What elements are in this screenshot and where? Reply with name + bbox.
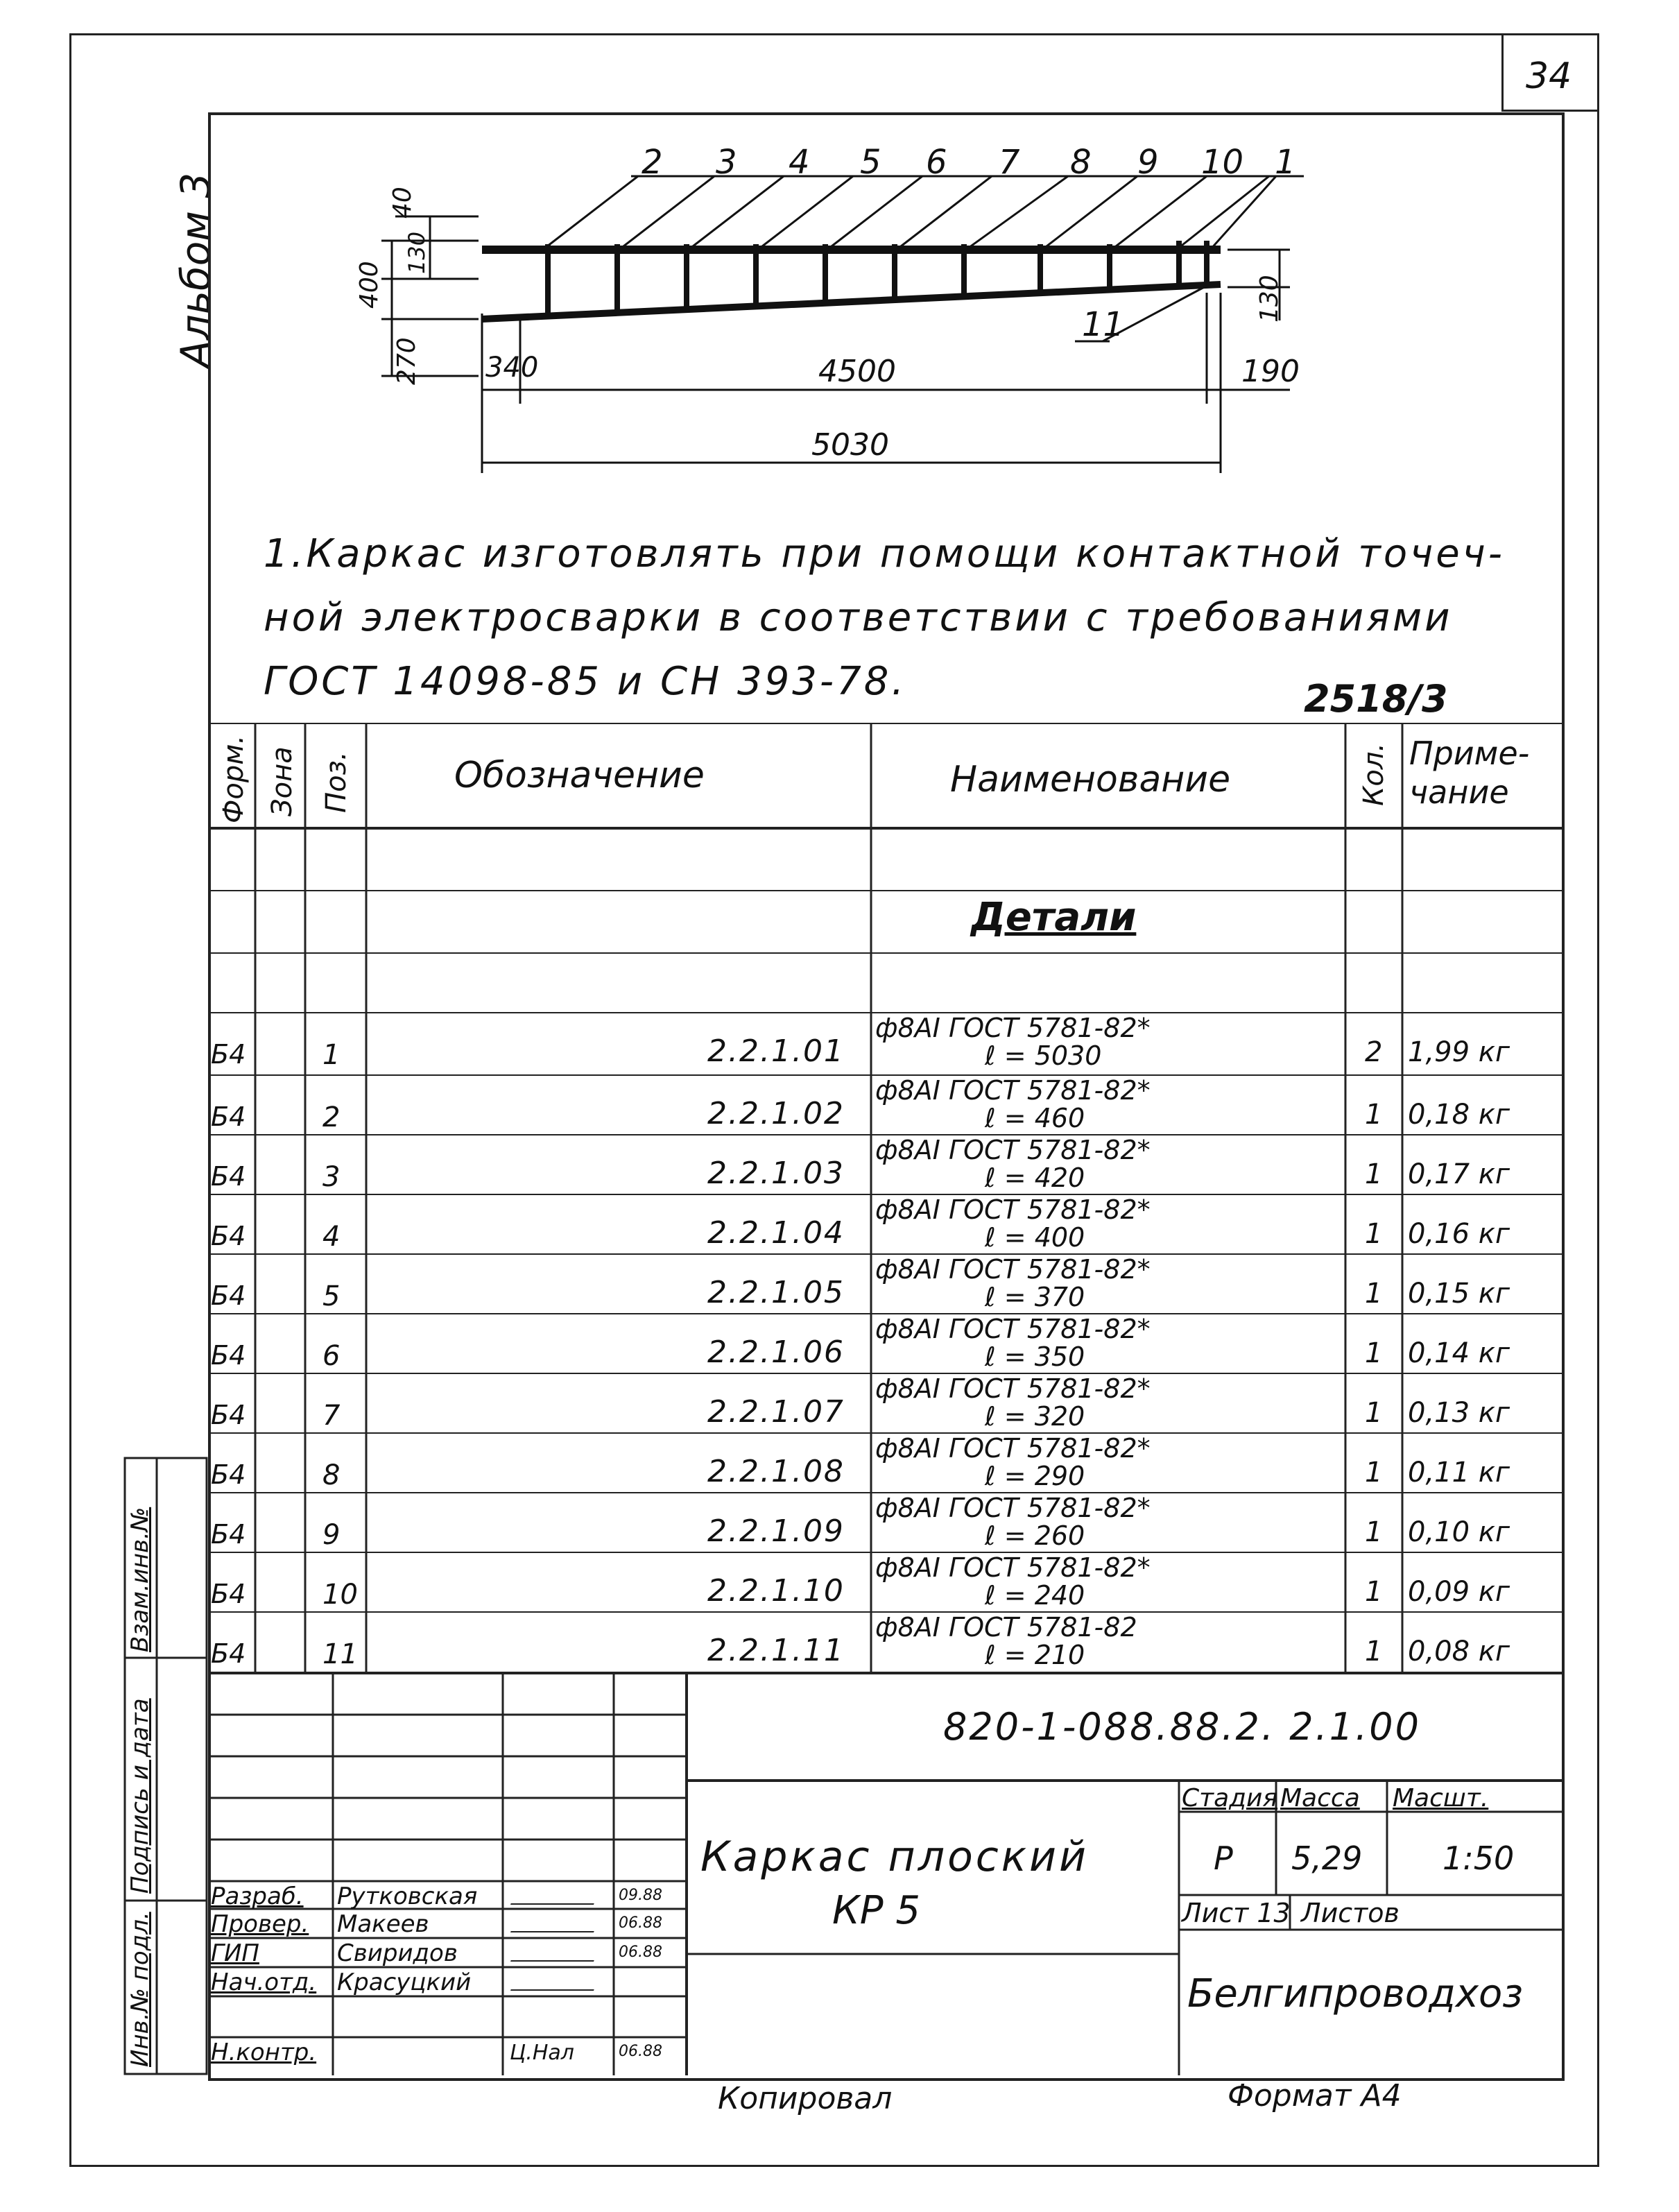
row-note: 0,14 кг (1408, 1337, 1510, 1369)
callout-3: 3 (716, 143, 737, 182)
frame-drawing (208, 112, 1560, 529)
row-note: 0,17 кг (1408, 1158, 1510, 1190)
footer-copied: Копировал (718, 2081, 893, 2116)
row-note: 0,09 кг (1408, 1576, 1510, 1608)
row-pos: 4 (322, 1221, 341, 1253)
row-format: Б4 (211, 1221, 246, 1251)
row-designation: 2.2.1.01 (707, 1034, 845, 1069)
organization: Белгипроводхоз (1187, 1971, 1524, 2016)
row-format: Б4 (211, 1638, 246, 1669)
stage-label: Стадия (1182, 1784, 1278, 1812)
row-format: Б4 (211, 1340, 246, 1371)
callout-7: 7 (999, 143, 1020, 182)
role-date: 09.88 (619, 1887, 662, 1904)
side-inv: Инв.№ подл. (126, 1912, 154, 2067)
row-name-1: ф8АI ГОСТ 5781-82* (875, 1075, 1151, 1106)
role-date: 06.88 (619, 2043, 662, 2060)
row-name-2: ℓ = 320 (985, 1401, 1085, 1432)
title-line-2: КР 5 (832, 1888, 920, 1933)
row-designation: 2.2.1.09 (707, 1514, 845, 1549)
dim-400: 400 (355, 261, 384, 309)
callout-10: 10 (1201, 143, 1244, 182)
role-label: Н.контр. (211, 2039, 317, 2066)
row-designation: 2.2.1.11 (707, 1633, 845, 1668)
header-name: Наименование (950, 759, 1231, 800)
row-name-1: ф8АI ГОСТ 5781-82* (875, 1314, 1151, 1344)
nkontr-sign: Ц.Нал (510, 2041, 574, 2065)
row-designation: 2.2.1.08 (707, 1454, 845, 1489)
row-pos: 10 (322, 1579, 358, 1611)
row-designation: 2.2.1.02 (707, 1096, 845, 1131)
row-designation: 2.2.1.03 (707, 1156, 845, 1191)
row-designation: 2.2.1.06 (707, 1335, 845, 1370)
spec-table (208, 723, 1562, 1674)
row-name-1: ф8АI ГОСТ 5781-82* (875, 1194, 1151, 1225)
dim-40: 40 (388, 187, 417, 218)
signature-mark (510, 1917, 599, 1932)
callout-6: 6 (926, 143, 947, 182)
signature-mark (510, 1975, 599, 1991)
row-note: 0,16 кг (1408, 1218, 1510, 1250)
page-number: 34 (1526, 55, 1572, 97)
role-date: 06.88 (619, 1944, 662, 1961)
row-pos: 2 (322, 1101, 341, 1133)
title-line-1: Каркас плоский (700, 1833, 1090, 1881)
dim-190: 190 (1241, 354, 1300, 389)
row-format: Б4 (211, 1161, 246, 1192)
row-note: 0,10 кг (1408, 1516, 1510, 1548)
sheets-label: Листов (1301, 1898, 1400, 1928)
header-pos: Поз. (320, 751, 352, 813)
header-format: Форм. (218, 735, 250, 823)
row-qty: 1 (1365, 1158, 1383, 1190)
signature-mark (510, 1889, 599, 1905)
row-qty: 1 (1365, 1516, 1383, 1548)
scale-value: 1:50 (1443, 1840, 1515, 1877)
signature-mark (510, 1946, 599, 1962)
mass-value: 5,29 (1291, 1840, 1363, 1877)
row-format: Б4 (211, 1280, 246, 1311)
row-pos: 9 (322, 1519, 341, 1551)
row-format: Б4 (211, 1039, 246, 1070)
row-qty: 1 (1365, 1576, 1383, 1608)
row-qty: 1 (1365, 1218, 1383, 1250)
footer-format: Формат А4 (1228, 2078, 1402, 2114)
dim-270: 270 (393, 337, 421, 385)
scale-label: Масшт. (1393, 1784, 1489, 1812)
row-note: 0,18 кг (1408, 1099, 1510, 1131)
row-pos: 11 (322, 1638, 358, 1670)
dim-340: 340 (485, 352, 539, 384)
document-code: 820-1-088.88.2. 2.1.00 (943, 1705, 1421, 1749)
sheet-label: Лист 13 (1182, 1898, 1291, 1928)
role-name: Рутковская (337, 1883, 478, 1910)
callout-9: 9 (1137, 143, 1159, 182)
row-name-2: ℓ = 350 (985, 1341, 1085, 1372)
row-qty: 1 (1365, 1278, 1383, 1310)
row-name-2: ℓ = 5030 (985, 1040, 1102, 1071)
row-name-1: ф8АI ГОСТ 5781-82* (875, 1433, 1151, 1464)
row-name-1: ф8АI ГОСТ 5781-82* (875, 1135, 1151, 1165)
row-name-1: ф8АI ГОСТ 5781-82* (875, 1493, 1151, 1523)
row-format: Б4 (211, 1519, 246, 1550)
row-name-1: ф8АI ГОСТ 5781-82* (875, 1552, 1151, 1583)
row-name-2: ℓ = 370 (985, 1282, 1085, 1312)
row-name-2: ℓ = 240 (985, 1580, 1085, 1611)
dim-130-right: 130 (1255, 275, 1284, 323)
row-designation: 2.2.1.07 (707, 1394, 845, 1430)
row-format: Б4 (211, 1101, 246, 1132)
row-pos: 1 (322, 1039, 341, 1071)
row-qty: 1 (1365, 1099, 1383, 1131)
row-designation: 2.2.1.10 (707, 1573, 845, 1609)
mass-label: Масса (1280, 1784, 1360, 1812)
callout-5: 5 (860, 143, 881, 182)
row-name-1: ф8АI ГОСТ 5781-82* (875, 1373, 1151, 1404)
side-vzam: Взам.инв.№ (126, 1507, 154, 1652)
title-block (208, 1673, 1562, 2075)
leader-lines (541, 176, 1304, 341)
row-format: Б4 (211, 1459, 246, 1490)
row-name-1: ф8АI ГОСТ 5781-82 (875, 1612, 1137, 1643)
row-note: 0,13 кг (1408, 1397, 1510, 1429)
row-qty: 1 (1365, 1397, 1383, 1429)
row-name-2: ℓ = 260 (985, 1520, 1085, 1551)
album-label: Альбом 3 (172, 172, 219, 368)
header-note: Приме- чание (1409, 735, 1530, 811)
note-line-2: ной электросварки в соответствии с требованиями (264, 595, 1453, 640)
stage-value: Р (1214, 1840, 1233, 1877)
row-pos: 7 (322, 1400, 341, 1432)
role-label: Разраб. (211, 1883, 304, 1910)
side-sign: Подпись и дата (126, 1698, 154, 1894)
row-qty: 1 (1365, 1457, 1383, 1489)
row-pos: 6 (322, 1340, 341, 1372)
row-name-2: ℓ = 420 (985, 1163, 1085, 1193)
row-name-1: ф8АI ГОСТ 5781-82* (875, 1254, 1151, 1285)
side-stamp (123, 1457, 208, 2075)
header-designation: Обозначение (454, 755, 705, 796)
note-line-1: 1.Каркас изготовлять при помощи контактной точеч- (264, 531, 1505, 576)
row-designation: 2.2.1.05 (707, 1275, 845, 1310)
row-format: Б4 (211, 1579, 246, 1609)
row-pos: 5 (322, 1280, 341, 1312)
row-note: 0,08 кг (1408, 1636, 1510, 1667)
role-label: Нач.отд. (211, 1969, 317, 1996)
row-designation: 2.2.1.04 (707, 1215, 845, 1251)
role-label: ГИП (211, 1939, 259, 1967)
role-name: Макеев (337, 1910, 429, 1938)
header-zone: Зона (266, 746, 298, 816)
role-name: Красуцкий (337, 1969, 472, 1996)
dim-5030: 5030 (811, 427, 889, 463)
role-label: Провер. (211, 1910, 309, 1938)
dim-130-left: 130 (404, 231, 430, 274)
reference-number: 2518/3 (1304, 677, 1448, 721)
role-name: Свиридов (337, 1939, 458, 1967)
row-note: 0,11 кг (1408, 1457, 1510, 1489)
row-qty: 1 (1365, 1636, 1383, 1667)
callout-11: 11 (1082, 305, 1125, 344)
callout-1: 1 (1275, 143, 1296, 182)
note-line-3: ГОСТ 14098-85 и СН 393-78. (264, 659, 907, 704)
role-date: 06.88 (619, 1914, 662, 1932)
row-format: Б4 (211, 1400, 246, 1430)
row-name-2: ℓ = 210 (985, 1640, 1085, 1670)
row-name-1: ф8АI ГОСТ 5781-82* (875, 1013, 1151, 1043)
callout-4: 4 (789, 143, 810, 182)
section-title: Детали (971, 895, 1137, 940)
callout-2: 2 (642, 143, 663, 182)
header-qty: Кол. (1358, 742, 1390, 806)
row-pos: 8 (322, 1459, 341, 1491)
row-name-2: ℓ = 290 (985, 1461, 1085, 1491)
callout-8: 8 (1070, 143, 1092, 182)
dim-4500: 4500 (818, 354, 896, 389)
row-pos: 3 (322, 1161, 341, 1193)
row-note: 0,15 кг (1408, 1278, 1510, 1310)
row-note: 1,99 кг (1408, 1036, 1510, 1068)
row-qty: 1 (1365, 1337, 1383, 1369)
row-name-2: ℓ = 400 (985, 1222, 1085, 1253)
row-qty: 2 (1365, 1036, 1383, 1068)
row-name-2: ℓ = 460 (985, 1103, 1085, 1133)
